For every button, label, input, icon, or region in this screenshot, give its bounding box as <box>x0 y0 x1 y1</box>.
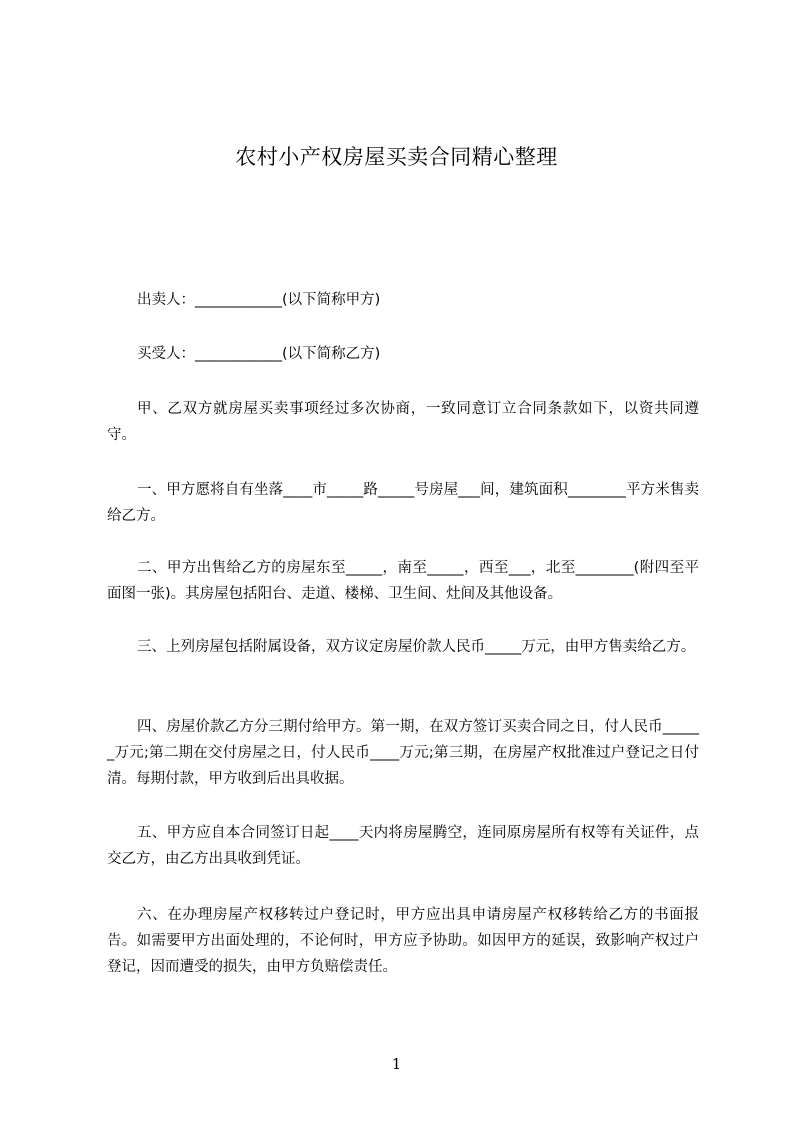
page-number: 1 <box>391 1055 402 1073</box>
preamble-paragraph: 甲、乙双方就房屋买卖事项经过多次协商，一致同意订立合同条款如下，以资共同遵守。 <box>107 401 699 443</box>
buyer-line: 买受人：____________(以下简称乙方) <box>137 346 381 362</box>
clause-3-paragraph: 三、上列房屋包括附属设备，双方议定房屋价款人民币_____万元，由甲方售卖给乙方。 <box>137 639 696 655</box>
seller-line: 出卖人：____________(以下简称甲方) <box>137 292 381 308</box>
clause-6-paragraph: 六、在办理房屋产权移转过户登记时，甲方应出具申请房屋产权移转给乙方的书面报告。如需要甲方出面处理的，不论何时，甲方应予协助。如因甲方的延误，致影响产权过户登记，因而遭受的损失，由甲方负赔偿责任。 <box>107 907 699 975</box>
clause-2-paragraph: 二、甲方出售给乙方的房屋东至_____，南至_____，西至___，北至________(附四至平面图一张)。其房屋包括阳台、走道、楼梯、卫生间、灶间及其他设备。 <box>107 560 699 602</box>
clause-5-paragraph: 五、甲方应自本合同签订日起____天内将房屋腾空，连同原房屋所有权等有关证件，点交乙方，由乙方出具收到凭证。 <box>107 825 699 867</box>
clause-4-paragraph: 四、房屋价款乙方分三期付给甲方。第一期，在双方签订买卖合同之日，付人民币______万元;第二期在交付房屋之日，付人民币____万元;第三期，在房屋产权批准过户登记之日付清。每期付款，甲方收到后出具收据。 <box>107 719 699 787</box>
document-title: 农村小产权房屋买卖合同精心整理 <box>235 145 558 169</box>
clause-1-paragraph: 一、甲方愿将自有坐落____市_____路_____号房屋___间，建筑面积________平方米售卖给乙方。 <box>107 482 699 524</box>
